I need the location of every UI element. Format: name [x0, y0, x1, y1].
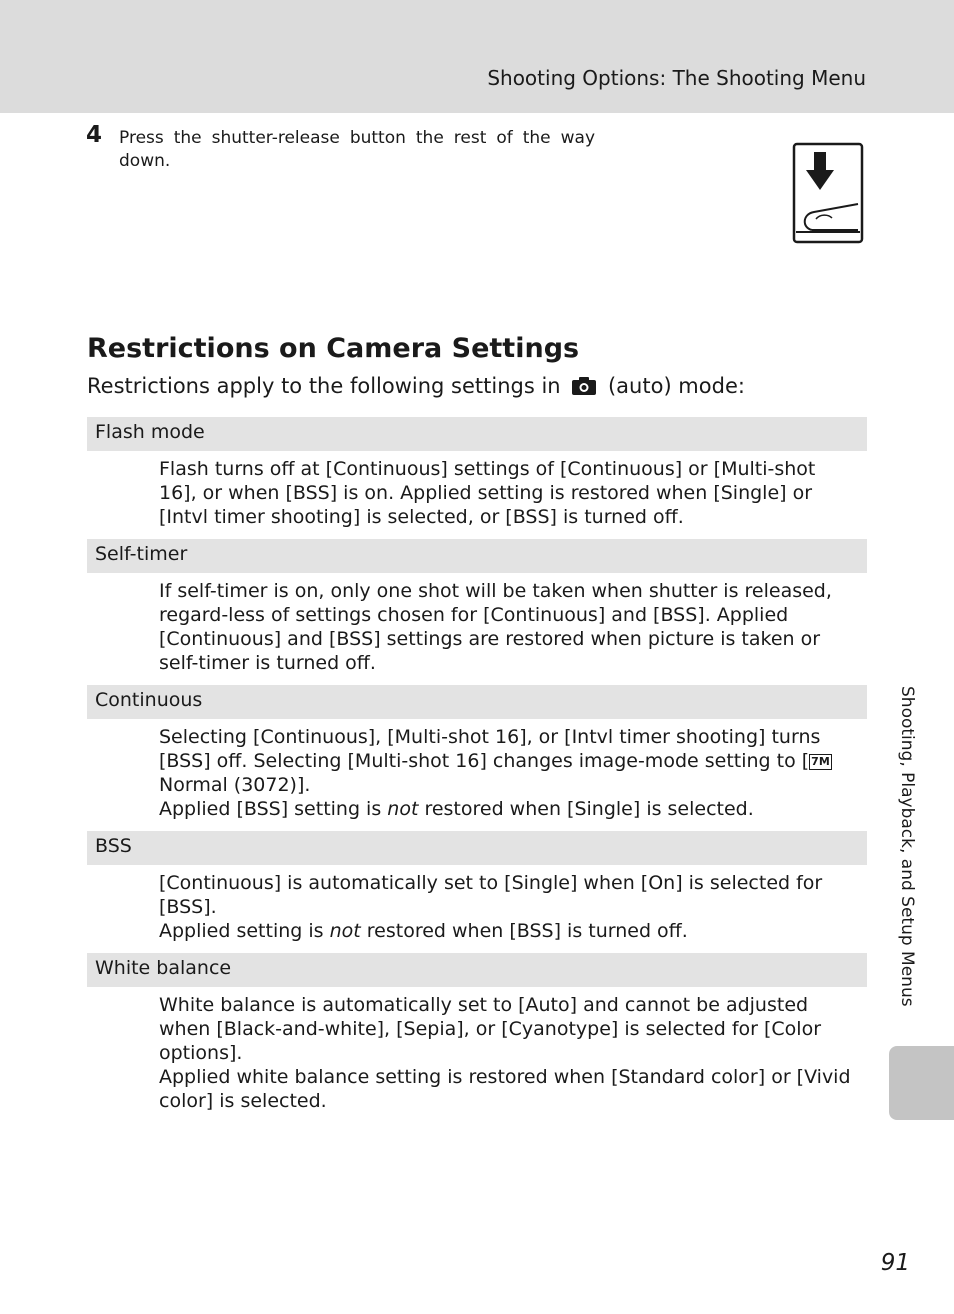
- row-desc-bss: [87, 865, 867, 953]
- chapter-tab: [889, 1046, 954, 1120]
- page-number: 91: [880, 1250, 910, 1276]
- step-number: 4: [86, 122, 103, 148]
- image-mode-7m-icon: 7M: [811, 755, 830, 768]
- row-desc-flash-mode: [87, 451, 867, 539]
- shutter-press-icon: [792, 142, 864, 250]
- text-segment: restored when [Single] is selected.: [418, 798, 754, 820]
- section-heading: Restrictions on Camera Settings: [87, 333, 580, 364]
- row-desc-white-balance: [87, 987, 867, 1123]
- text-segment: Selecting [Continuous], [Multi-shot 16], or [Intvl timer shooting] turns [BSS] off. Selecting [Multi-shot 16] changes image-mode setting to [: [159, 726, 821, 772]
- text-segment: Applied [BSS] setting is: [159, 798, 388, 820]
- header-band: [0, 0, 954, 113]
- chapter-side-label: Shooting, Playback, and Setup Menus: [897, 686, 917, 1007]
- row-label-bss: BSS: [87, 831, 867, 865]
- row-paragraph: Flash turns off at [Continuous] settings of [Continuous] or [Multi-shot 16], or when [BSS] is on. Applied setting is restored when [Single] or [Intvl timer shooting] is selected, or [BSS] is turned off.: [159, 458, 816, 528]
- emphasis: not: [387, 798, 419, 820]
- row-paragraph: [Continuous] is automatically set to [Single] when [On] is selected for [BSS].: [159, 872, 823, 918]
- row-label-self-timer: Self-timer: [87, 539, 867, 573]
- emphasis: not: [329, 920, 361, 942]
- row-label-continuous: Continuous: [87, 685, 867, 719]
- text-segment: restored when [BSS] is turned off.: [360, 920, 688, 942]
- text-segment: Normal (3072)].: [159, 774, 311, 796]
- text-segment: Applied setting is: [159, 920, 330, 942]
- row-paragraph: If self-timer is on, only one shot will be taken when shutter is released, regard-less of settings chosen for [Continuous] and [BSS]. Applied [Continuous] and [BSS] settings are restored when picture is taken or self-timer is turned off.: [159, 580, 832, 674]
- restrictions-table: [87, 417, 867, 1123]
- step-text: Press the shutter-release button the rest of the way down.: [119, 128, 595, 171]
- row-label-flash-mode: Flash mode: [87, 417, 867, 451]
- row-desc-self-timer: [87, 573, 867, 685]
- row-paragraph: [159, 725, 859, 797]
- row-paragraph: [159, 797, 859, 821]
- page-header-title: Shooting Options: The Shooting Menu: [487, 66, 866, 90]
- intro-before: Restrictions apply to the following settings in: [87, 374, 561, 398]
- intro-text: [87, 374, 745, 401]
- intro-after: (auto) mode:: [607, 374, 745, 398]
- row-desc-continuous: [87, 719, 867, 831]
- row-paragraph: Applied white balance setting is restored when [Standard color] or [Vivid color] is selected.: [159, 1066, 851, 1112]
- row-label-white-balance: White balance: [87, 953, 867, 987]
- row-paragraph: [159, 919, 859, 943]
- row-paragraph: White balance is automatically set to [Auto] and cannot be adjusted when [Black-and-white], [Sepia], or [Cyanotype] is selected for [Color options].: [159, 994, 822, 1064]
- camera-icon: [571, 376, 597, 401]
